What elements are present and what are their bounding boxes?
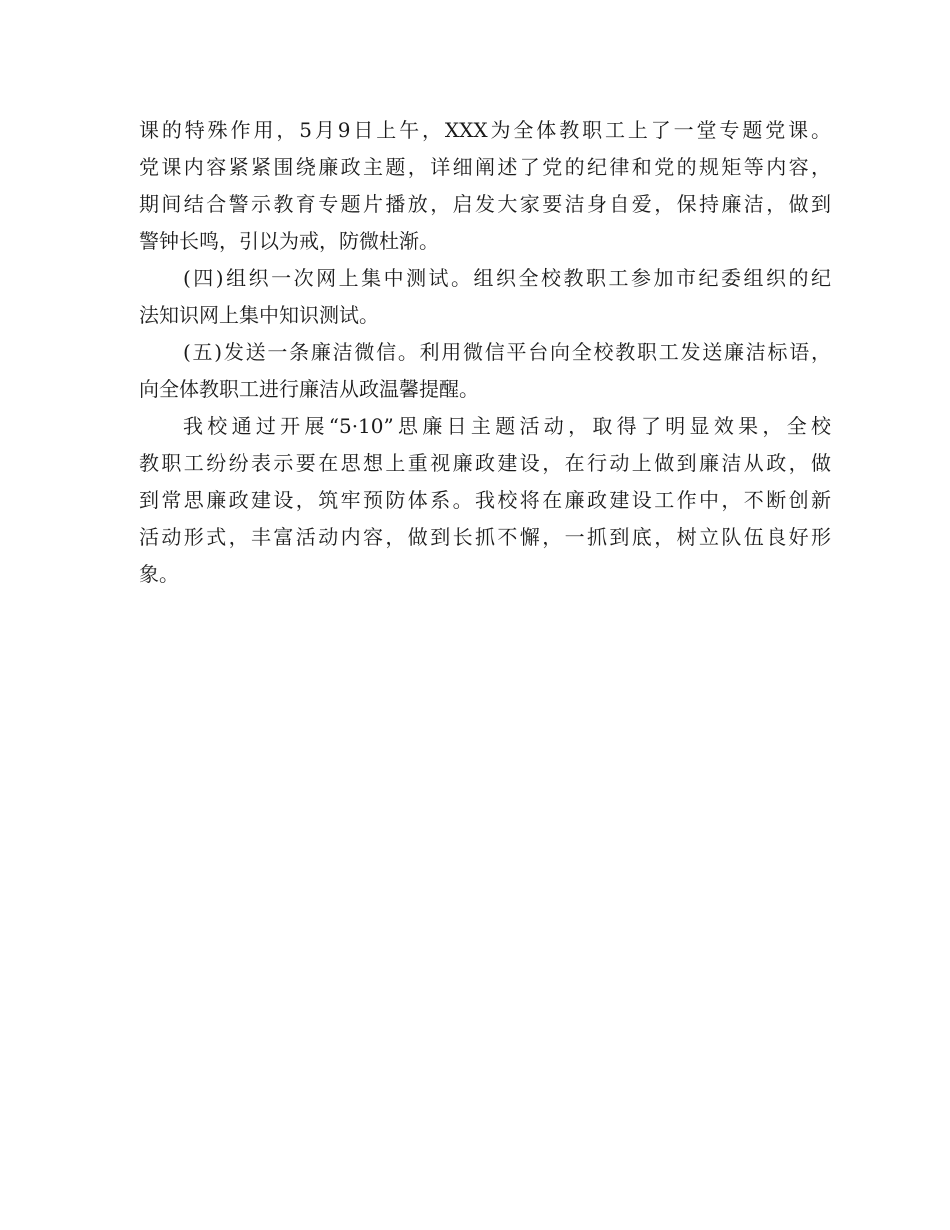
- text-line: 我校通过开展“5·10”思廉日主题活动，取得了明显效果，全校: [183, 414, 831, 438]
- text-line: 期间结合警示教育专题片播放，启发大家要洁身自爱，保持廉洁，做到: [139, 192, 831, 216]
- text-line: 党课内容紧紧围绕廉政主题，详细阐述了党的纪律和党的规矩等内容，: [139, 155, 831, 179]
- text-line: (五)发送一条廉洁微信。利用微信平台向全校教职工发送廉洁标语，: [183, 340, 831, 364]
- paragraph-online-test: [139, 260, 831, 334]
- text-line: 到常思廉政建设，筑牢预防体系。我校将在廉政建设工作中，不断创新: [139, 488, 831, 512]
- paragraph-party-lesson: [139, 112, 831, 260]
- text-line: 象。: [139, 562, 179, 586]
- document-body: [139, 112, 831, 593]
- paragraph-wechat: [139, 334, 831, 408]
- paragraph-summary: [139, 408, 831, 593]
- text-line: 法知识网上集中知识测试。: [139, 303, 379, 327]
- text-line: 活动形式，丰富活动内容，做到长抓不懈，一抓到底，树立队伍良好形: [139, 525, 831, 549]
- text-line: 教职工纷纷表示要在思想上重视廉政建设，在行动上做到廉洁从政，做: [139, 451, 831, 475]
- text-line: (四)组织一次网上集中测试。组织全校教职工参加市纪委组织的纪: [183, 266, 831, 290]
- text-line: 向全体教职工进行廉洁从政温馨提醒。: [139, 377, 479, 401]
- text-line: 警钟长鸣，引以为戒，防微杜渐。: [139, 229, 439, 253]
- text-line: 课的特殊作用，5月9日上午，XXX为全体教职工上了一堂专题党课。: [139, 118, 831, 142]
